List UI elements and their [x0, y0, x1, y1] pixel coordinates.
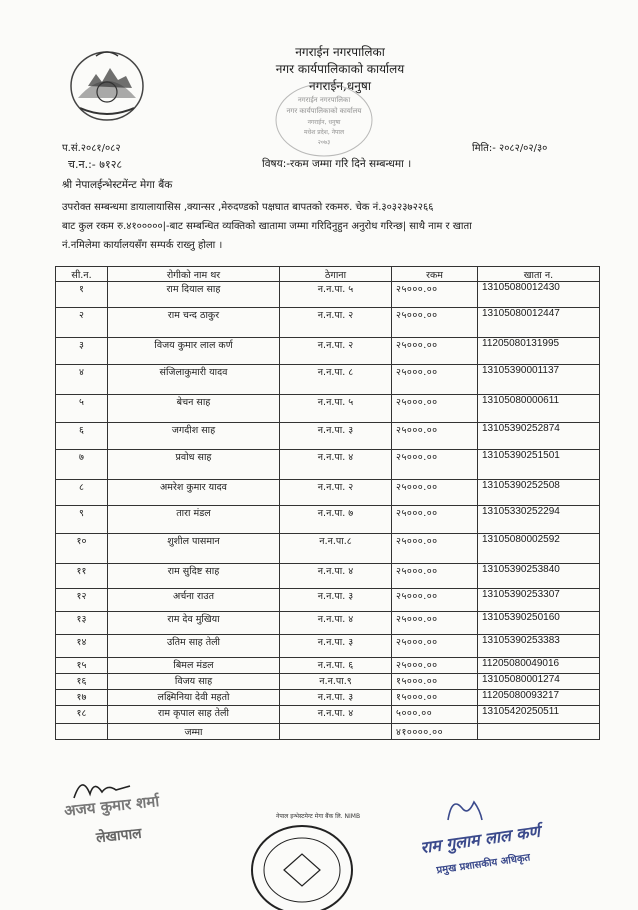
- row-address: न.न.पा.८: [280, 534, 392, 564]
- row-address: न.न.पा. ३: [280, 635, 392, 658]
- letter-body: [62, 198, 622, 255]
- row-serial: ७: [56, 450, 108, 480]
- row-address: न.न.पा. ३: [280, 589, 392, 612]
- row-account-number: 13105080001274: [478, 674, 600, 690]
- table-row: [56, 706, 600, 724]
- row-amount: ५०००.००: [392, 706, 478, 724]
- row-amount: २५०००.००: [392, 480, 478, 506]
- row-patient-name: राम सुदिष्ट साह: [108, 564, 280, 589]
- row-account-number: 13105390253840: [478, 564, 600, 589]
- row-account-number: 11205080049016: [478, 658, 600, 674]
- row-account-number: 11205080093217: [478, 690, 600, 706]
- row-account-number: 11205080131995: [478, 338, 600, 365]
- row-address: न.न.पा. ५: [280, 282, 392, 308]
- row-patient-name: उतिम साह तेली: [108, 635, 280, 658]
- row-patient-name: अमरेश कुमार यादव: [108, 480, 280, 506]
- patra-sankhya: प.सं.२०८१/०८२: [62, 143, 121, 154]
- row-serial: ४: [56, 365, 108, 395]
- row-amount: १५०००.००: [392, 690, 478, 706]
- row-patient-name: संजिलाकुमारी यादव: [108, 365, 280, 395]
- row-serial: १८: [56, 706, 108, 724]
- table-row: [56, 674, 600, 690]
- seal-text-2: नगर कार्यपालिकाको कार्यालय: [286, 107, 362, 115]
- table-row: [56, 282, 600, 308]
- office-seal-icon: [272, 80, 376, 160]
- total-amount: ४१००००.००: [392, 724, 478, 740]
- row-amount: २५०००.००: [392, 308, 478, 338]
- row-amount: २५०००.००: [392, 282, 478, 308]
- row-patient-name: तारा मंडल: [108, 506, 280, 534]
- accountant-name: अजय कुमार शर्मा: [63, 792, 160, 820]
- row-account-number: 13105330252294: [478, 506, 600, 534]
- row-serial: १६: [56, 674, 108, 690]
- letter-date: मिति:- २०८२/०२/३०: [472, 143, 548, 154]
- row-account-number: 13105080012430: [478, 282, 600, 308]
- row-address: न.न.पा. ८: [280, 365, 392, 395]
- row-serial: ३: [56, 338, 108, 365]
- bank-stamp-text: नेपाल इन्भेस्टमेन्ट मेगा बैंक लि. NIMB: [276, 813, 361, 820]
- row-amount: २५०००.००: [392, 589, 478, 612]
- row-patient-name: विजय साह: [108, 674, 280, 690]
- row-serial: १५: [56, 658, 108, 674]
- row-address: न.न.पा. ४: [280, 564, 392, 589]
- row-patient-name: अर्चना राउत: [108, 589, 280, 612]
- row-patient-name: राम देव मुखिया: [108, 612, 280, 635]
- col-header-name: रोगीको नाम थर: [108, 267, 280, 282]
- row-patient-name: बिमल मंडल: [108, 658, 280, 674]
- officer-title: प्रमुख प्रशासकीय अधिकृत: [435, 852, 531, 877]
- row-address: न.न.पा. ४: [280, 706, 392, 724]
- beneficiary-table: [55, 266, 600, 740]
- government-emblem-icon: [66, 46, 148, 124]
- table-row: [56, 635, 600, 658]
- row-patient-name: राम दियाल साह: [108, 282, 280, 308]
- row-amount: २५०००.००: [392, 506, 478, 534]
- row-patient-name: राम चन्द ठाकुर: [108, 308, 280, 338]
- row-address: न.न.पा. ७: [280, 506, 392, 534]
- table-row: [56, 480, 600, 506]
- col-header-sn: सी.न.: [56, 267, 108, 282]
- row-amount: २५०००.००: [392, 612, 478, 635]
- table-row: [56, 612, 600, 635]
- table-row: [56, 365, 600, 395]
- seal-text-4: मधेश प्रदेश, नेपाल: [303, 129, 345, 136]
- table-row: [56, 690, 600, 706]
- body-line: उपरोक्त सम्बन्धमा डायालायासिस ,क्यान्सर ,मेरुदण्डको पक्षघात बापतको रकमरु. चेक नं.३०३२३७२२६६: [62, 202, 434, 213]
- total-label: जम्मा: [108, 724, 280, 740]
- row-serial: २: [56, 308, 108, 338]
- row-amount: २५०००.००: [392, 395, 478, 423]
- row-amount: २५०००.००: [392, 658, 478, 674]
- row-patient-name: जगदीश साह: [108, 423, 280, 450]
- row-account-number: 13105390001137: [478, 365, 600, 395]
- letter-subject: विषय:-रकम जम्मा गरि दिने सम्बन्धमा ।: [262, 158, 412, 170]
- row-address: न.न.पा. ४: [280, 450, 392, 480]
- row-patient-name: प्रवोध साह: [108, 450, 280, 480]
- row-account-number: 13105080012447: [478, 308, 600, 338]
- row-account-number: 13105390252508: [478, 480, 600, 506]
- row-serial: ८: [56, 480, 108, 506]
- office-subtitle: नगर कार्यपालिकाको कार्यालय: [275, 62, 405, 76]
- table-row: [56, 658, 600, 674]
- row-serial: १७: [56, 690, 108, 706]
- row-patient-name: बेचन साह: [108, 395, 280, 423]
- bank-stamp-icon: [244, 818, 360, 910]
- row-serial: ५: [56, 395, 108, 423]
- seal-text-3: नगराईन, धनुषा: [307, 119, 341, 126]
- row-account-number: 13105390253307: [478, 589, 600, 612]
- row-serial: ९: [56, 506, 108, 534]
- row-amount: २५०००.००: [392, 338, 478, 365]
- row-amount: २५०००.००: [392, 450, 478, 480]
- col-header-address: ठेगाना: [280, 267, 392, 282]
- row-amount: २५०००.००: [392, 635, 478, 658]
- row-serial: १०: [56, 534, 108, 564]
- row-amount: २५०००.००: [392, 423, 478, 450]
- table-row: [56, 423, 600, 450]
- table-row: [56, 506, 600, 534]
- row-address: न.न.पा. ३: [280, 423, 392, 450]
- table-row: [56, 395, 600, 423]
- row-address: न.न.पा. ४: [280, 612, 392, 635]
- officer-name: राम गुलाम लाल कर्ण: [419, 821, 542, 858]
- office-address: नगराईन,धनुषा: [309, 79, 371, 93]
- row-serial: ११: [56, 564, 108, 589]
- row-patient-name: राम कृपाल साह तेली: [108, 706, 280, 724]
- row-address: न.न.पा. २: [280, 338, 392, 365]
- row-amount: २५०००.००: [392, 534, 478, 564]
- row-serial: १४: [56, 635, 108, 658]
- row-amount: २५०००.००: [392, 365, 478, 395]
- row-account-number: 13105390252874: [478, 423, 600, 450]
- table-row: [56, 589, 600, 612]
- row-address: न.न.पा. ६: [280, 658, 392, 674]
- col-header-amount: रकम: [392, 267, 478, 282]
- table-total-row: [56, 724, 600, 740]
- table-row: [56, 308, 600, 338]
- row-account-number: 13105080002592: [478, 534, 600, 564]
- table-header-row: [56, 267, 600, 282]
- office-name: नगराईन नगरपालिका: [295, 45, 385, 59]
- row-amount: २५०००.००: [392, 564, 478, 589]
- body-line: नं.नमिलेमा कार्यालयसँग सम्पर्क राख्नु होला ।: [62, 240, 223, 251]
- col-header-account: खाता न.: [478, 267, 600, 282]
- addressee: श्री नेपालईन्भेस्टमेंन्ट मेगा बैंक: [62, 179, 173, 191]
- row-account-number: 13105390253383: [478, 635, 600, 658]
- row-amount: १५०००.००: [392, 674, 478, 690]
- chalani-number: च.न.:- ७१२८: [68, 158, 123, 171]
- row-address: न.न.पा. २: [280, 308, 392, 338]
- row-patient-name: शुशील पासमान: [108, 534, 280, 564]
- body-line: बाट कुल रकम रु.४१०००००|-बाट सम्बन्धित व्यक्तिको खातामा जम्मा गरिदिनुहुन अनुरोध गरिन्छ| साथै नाम र खाता: [62, 221, 472, 232]
- table-row: [56, 338, 600, 365]
- seal-text-1: नगराईन नगरपालिका: [297, 96, 351, 104]
- row-account-number: 13105420250511: [478, 706, 600, 724]
- row-serial: १: [56, 282, 108, 308]
- table-row: [56, 564, 600, 589]
- seal-text-5: २०७३: [317, 139, 331, 146]
- row-address: न.न.पा. ५: [280, 395, 392, 423]
- row-serial: ६: [56, 423, 108, 450]
- row-serial: १३: [56, 612, 108, 635]
- row-patient-name: विजय कुमार लाल कर्ण: [108, 338, 280, 365]
- row-account-number: 13105390250160: [478, 612, 600, 635]
- accountant-title: लेखापाल: [95, 825, 143, 847]
- row-account-number: 13105080000611: [478, 395, 600, 423]
- table-row: [56, 534, 600, 564]
- row-address: न.न.पा. ३: [280, 690, 392, 706]
- row-account-number: 13105390251501: [478, 450, 600, 480]
- table-row: [56, 450, 600, 480]
- row-patient-name: लक्ष्मिनिया देवी महतो: [108, 690, 280, 706]
- row-address: न.न.पा. २: [280, 480, 392, 506]
- officer-signature-icon: [440, 790, 490, 830]
- row-address: न.न.पा.९: [280, 674, 392, 690]
- row-serial: १२: [56, 589, 108, 612]
